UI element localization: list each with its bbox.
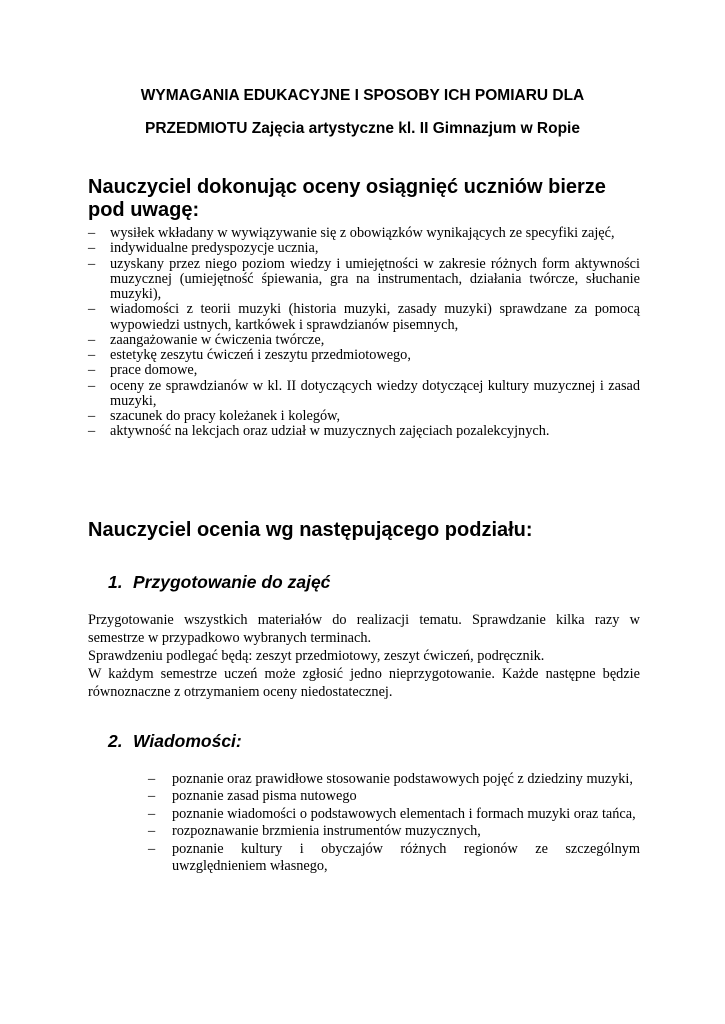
list-item bbox=[88, 333, 640, 348]
list-item bbox=[88, 348, 640, 363]
list-item bbox=[88, 424, 640, 439]
subsection-number: 2. bbox=[108, 731, 123, 751]
list-item bbox=[148, 806, 640, 823]
list-item bbox=[88, 257, 640, 303]
list-item-text: poznanie oraz prawidłowe stosowanie podstawowych pojęć z dziedziny muzyki, bbox=[172, 771, 633, 787]
dash-bullet: – bbox=[88, 255, 96, 272]
list-item-text: oceny ze sprawdzianów w kl. II dotyczących wiedzy dotyczącej kultury muzycznej i zasad muzyki, bbox=[110, 377, 640, 409]
list-item bbox=[148, 841, 640, 876]
dash-bullet: – bbox=[88, 225, 96, 241]
section-heading-criteria: Nauczyciel dokonując oceny osiągnięć uczniów bierze pod uwagę: bbox=[88, 176, 606, 221]
list-item-text: wysiłek wkładany w wywiązywanie się z obowiązków wynikających ze specyfiki zajęć, bbox=[110, 225, 615, 241]
knowledge-list bbox=[148, 771, 640, 875]
list-item-text: estetykę zeszytu ćwiczeń i zeszytu przedmiotowego, bbox=[110, 347, 411, 363]
dash-bullet: – bbox=[88, 362, 96, 379]
list-item bbox=[88, 302, 640, 333]
list-item-text: poznanie zasad pisma nutowego bbox=[172, 788, 357, 805]
dash-bullet: – bbox=[88, 423, 96, 440]
dash-bullet: – bbox=[88, 331, 96, 348]
dash-bullet: – bbox=[88, 408, 96, 424]
dash-bullet: – bbox=[148, 840, 156, 857]
dash-bullet: – bbox=[148, 788, 156, 805]
list-item-text: aktywność na lekcjach oraz udział w muzycznych zajęciach pozalekcyjnych. bbox=[110, 423, 550, 440]
dash-bullet: – bbox=[148, 805, 156, 822]
list-item-text: uzyskany przez niego poziom wiedzy i umiejętności w zakresie różnych form aktywności muzycznej (umiejętność śpiewania, gra na instrumentach, działania twórcze, słuchanie muzyki), bbox=[110, 255, 640, 302]
subsection-title: Wiadomości: bbox=[133, 731, 242, 751]
dash-bullet: – bbox=[88, 301, 96, 318]
paragraph: W każdym semestrze uczeń może zgłosić jedno nieprzygotowanie. Każde następne będzie równoznaczne z otrzymaniem oceny niedostatecznej. bbox=[88, 666, 640, 700]
list-item bbox=[88, 226, 640, 241]
list-item bbox=[88, 241, 640, 256]
dash-bullet: – bbox=[88, 240, 96, 257]
dash-bullet: – bbox=[88, 377, 96, 394]
criteria-list bbox=[88, 226, 640, 440]
preparation-paragraphs bbox=[88, 611, 640, 701]
list-item-text: rozpoznawanie brzmienia instrumentów muzycznych, bbox=[172, 823, 481, 840]
list-item bbox=[88, 363, 640, 378]
list-item-text: wiadomości z teorii muzyki (historia muzyki, zasady muzyki) sprawdzane za pomocą wypowiedzi ustnych, kartkówek i sprawdzianów pisemnych, bbox=[110, 301, 640, 333]
list-item-text: poznanie wiadomości o podstawowych elementach i formach muzyki oraz tańca, bbox=[172, 805, 636, 822]
subsection-heading-knowledge bbox=[108, 731, 242, 752]
list-item bbox=[148, 823, 640, 840]
list-item bbox=[88, 409, 640, 424]
subsection-number: 1. bbox=[108, 572, 123, 592]
list-item-text: prace domowe, bbox=[110, 362, 198, 379]
subsection-heading-preparation bbox=[108, 572, 330, 593]
list-item-text: indywidualne predyspozycje ucznia, bbox=[110, 240, 319, 257]
list-item-text: poznanie kultury i obyczajów różnych regionów ze szczególnym uwzględnieniem własnego, bbox=[172, 840, 640, 875]
document-title-line-1: WYMAGANIA EDUKACYJNE I SPOSOBY ICH POMIARU DLA bbox=[140, 87, 585, 104]
list-item-text: szacunek do pracy koleżanek i kolegów, bbox=[110, 408, 341, 424]
list-item-text: zaangażowanie w ćwiczenia twórcze, bbox=[110, 331, 325, 348]
dash-bullet: – bbox=[88, 347, 96, 363]
subsection-title: Przygotowanie do zajęć bbox=[133, 572, 331, 592]
dash-bullet: – bbox=[148, 771, 156, 787]
list-item bbox=[88, 379, 640, 410]
paragraph: Sprawdzeniu podlegać będą: zeszyt przedmiotowy, zeszyt ćwiczeń, podręcznik. bbox=[88, 648, 545, 664]
list-item bbox=[148, 771, 640, 788]
list-item bbox=[148, 788, 640, 805]
paragraph: Przygotowanie wszystkich materiałów do realizacji tematu. Sprawdzanie kilka razy w semestrze w przypadkowo wybranych terminach. bbox=[88, 612, 640, 646]
document-title-line-2: PRZEDMIOTU Zajęcia artystyczne kl. II Gimnazjum w Ropie bbox=[145, 120, 580, 137]
dash-bullet: – bbox=[148, 823, 156, 840]
section-heading-grading: Nauczyciel ocenia wg następującego podziału: bbox=[88, 519, 533, 541]
